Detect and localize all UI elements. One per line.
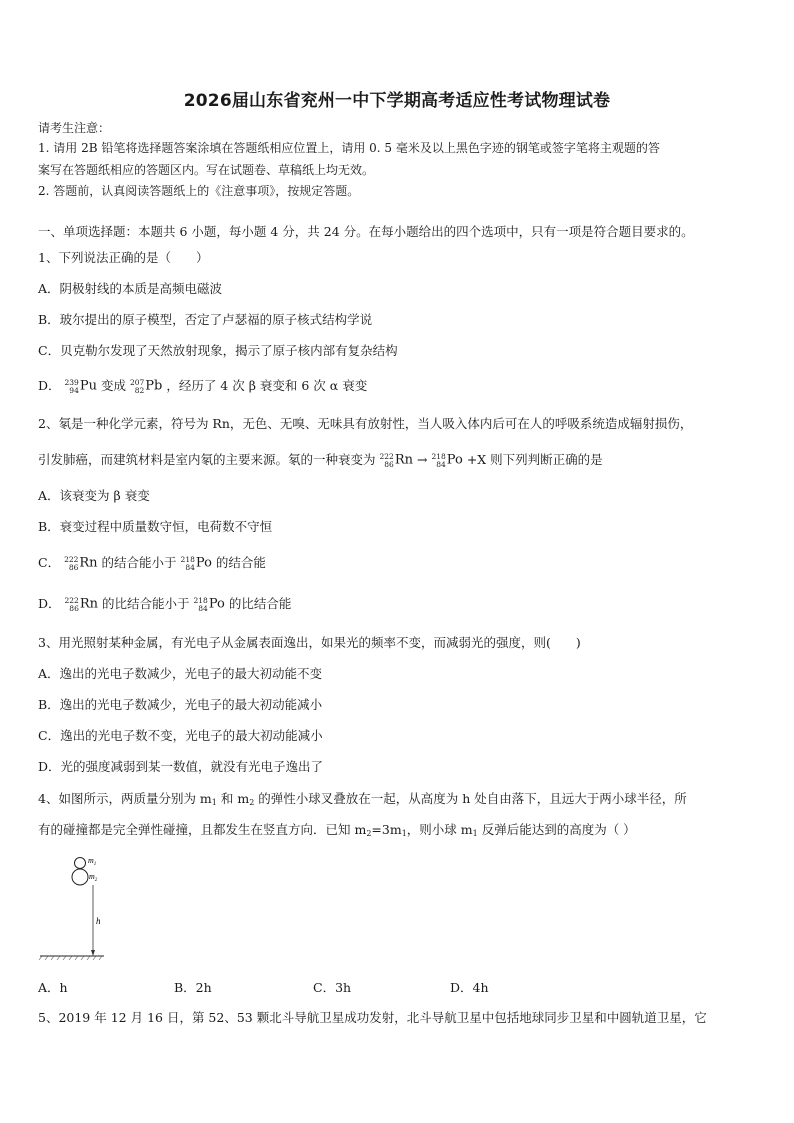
q4-text: 的弹性小球叉叠放在一起，从高度为 h 处自由落下，且远大于两小球半径，所 <box>254 791 687 806</box>
q2-stem-prefix: 引发肺癌，而建筑材料是室内氡的主要来源。氡的一种衰变为 <box>38 452 376 467</box>
nuclide-rn-222 <box>380 452 414 469</box>
q4-option-d: D．4h <box>450 980 489 995</box>
ball-m1 <box>75 858 86 869</box>
notice-item-1-line-1: 1. 请用 2B 铅笔将选择题答案涂填在答题纸相应位置上，请用 0. 5 毫米及以上黑色字迹的钢笔或签字笔将主观题的答 <box>38 141 660 155</box>
q2-option-c <box>38 555 762 572</box>
q4-text: 反弹后能达到的高度为（ ） <box>477 822 636 837</box>
section-heading: 一、单项选择题：本题共 6 小题，每小题 4 分，共 24 分。在每小题给出的四个选项中，只有一项是符合题目要求的。 <box>38 224 694 239</box>
equation-tail: +X <box>466 452 487 467</box>
height-arrow-head <box>91 950 95 956</box>
nuclide-rn-222 <box>64 555 98 572</box>
nuclide-mass: 218 <box>180 554 195 564</box>
q1-option-b: B．玻尔提出的原子模型，否定了卢瑟福的原子核式结构学说 <box>38 312 373 327</box>
nuclide-charge: 86 <box>384 459 394 469</box>
nuclide-symbol: Rn <box>394 452 413 468</box>
subscript: 2 <box>366 829 372 838</box>
nuclide-charge: 86 <box>69 603 79 613</box>
nuclide-po-218 <box>194 596 225 613</box>
nuclide-charge: 84 <box>436 459 446 469</box>
nuclide-symbol: Po <box>446 452 463 468</box>
label-m1: $m_1$ <box>88 856 97 867</box>
q1-d-suffix: ，经历了 4 次 β 衰变和 6 次 α 衰变 <box>166 378 368 393</box>
ball-m2 <box>72 869 88 885</box>
q4-stem-line-1 <box>38 791 762 811</box>
q4-option-a: A．h <box>38 980 68 995</box>
label-m2: $m_2$ <box>89 872 98 883</box>
nuclide-symbol: Rn <box>79 596 99 612</box>
nuclide-mass: 218 <box>193 595 208 605</box>
page-title: 2026届山东省兖州一中下学期高考适应性考试物理试卷 <box>183 91 611 111</box>
q2-stem-suffix: 则下列判断正确的是 <box>490 452 603 467</box>
label-h: h <box>96 916 101 926</box>
nuclide-pb-207 <box>130 378 162 395</box>
subscript: 1 <box>472 829 478 838</box>
q1-option-c: C．贝克勒尔发现了天然放射现象，揭示了原子核内部有复杂结构 <box>38 343 398 358</box>
nuclide-mass: 218 <box>431 451 446 461</box>
q2-option-b: B．衰变过程中质量数守恒，电荷数不守恒 <box>38 519 273 534</box>
two-balls-drop-figure <box>38 852 108 962</box>
notice-item-2: 2. 答题前，认真阅读答题纸上的《注意事项》，按规定答题。 <box>38 184 360 198</box>
subscript: 2 <box>249 798 255 807</box>
q2-c-suffix: 的结合能 <box>215 555 266 570</box>
q4-option-c: C．3h <box>313 980 352 995</box>
nuclide-charge: 84 <box>185 562 195 572</box>
q4-stem-line-2 <box>38 822 762 842</box>
q3-option-d: D．光的强度减弱到某一数值，就没有光电子逸出了 <box>38 759 324 774</box>
q2-stem-line-1: 2、氡是一种化学元素，符号为 Rn，无色、无嗅、无味具有放射性，当人吸入体内后可在人的呼吸系统造成辐射损伤， <box>38 416 693 431</box>
subscript: 1 <box>211 798 217 807</box>
nuclide-mass: 222 <box>379 451 394 461</box>
q4-text: 和 m <box>216 791 250 806</box>
q2-c-prefix: C． <box>38 555 61 570</box>
q3-option-b: B．逸出的光电子数减少，光电子的最大初动能减小 <box>38 697 323 712</box>
q2-d-prefix: D． <box>38 596 61 611</box>
nuclide-symbol: Rn <box>79 555 98 571</box>
nuclide-po-218 <box>431 452 462 469</box>
nuclide-mass: 207 <box>129 377 145 387</box>
nuclide-mass: 222 <box>64 554 79 564</box>
nuclide-symbol: Po <box>208 596 225 612</box>
nuclide-symbol: Pu <box>79 378 97 394</box>
nuclide-charge: 94 <box>69 385 79 395</box>
q1-option-d <box>38 378 762 395</box>
ground-hatching <box>39 956 102 960</box>
q1-option-a: A．阴极射线的本质是高频电磁波 <box>38 281 223 296</box>
nuclide-charge: 84 <box>198 603 208 613</box>
q4-option-b: B．2h <box>174 980 212 995</box>
q2-d-suffix: 的比结合能 <box>228 596 292 611</box>
q1-d-mid: 变成 <box>100 378 130 393</box>
q4-text: ，则小球 m <box>406 822 473 837</box>
q4-text: 4、如图所示，两质量分别为 m <box>38 791 212 806</box>
notice-heading: 请考生注意： <box>38 121 111 135</box>
q2-c-mid: 的结合能小于 <box>101 555 177 570</box>
nuclide-mass: 222 <box>64 595 79 605</box>
nuclide-symbol: Po <box>195 555 212 571</box>
q3-stem: 3、用光照射某种金属，有光电子从金属表面逸出，如果光的频率不变，而减弱光的强度，则( ) <box>38 635 581 650</box>
q2-stem-line-2 <box>38 452 762 469</box>
q3-option-a: A．逸出的光电子数减少，光电子的最大初动能不变 <box>38 666 323 681</box>
q3-option-c: C．逸出的光电子数不变，光电子的最大初动能减小 <box>38 728 323 743</box>
q1-d-prefix: D． <box>38 378 61 393</box>
q4-text: 有的碰撞都是完全弹性碰撞，且都发生在竖直方向．已知 m <box>38 822 367 837</box>
q2-option-a: A．该衰变为 β 衰变 <box>38 488 150 503</box>
nuclide-rn-222 <box>65 596 99 613</box>
subscript: 1 <box>401 829 407 838</box>
nuclide-mass: 239 <box>64 377 79 387</box>
nuclide-po-218 <box>181 555 212 572</box>
nuclide-charge: 86 <box>68 562 79 572</box>
q5-stem: 5、2019 年 12 月 16 日，第 52、53 颗北斗导航卫星成功发射，北斗导航卫星中包括地球同步卫星和中圆轨道卫星，它 <box>38 1010 707 1025</box>
notice-item-1-line-2: 案写在答题纸相应的答题区内。写在试题卷、草稿纸上均无效。 <box>38 163 375 177</box>
reaction-arrow: → <box>416 452 428 467</box>
q4-text: =3m <box>371 822 402 837</box>
nuclide-pu-239 <box>65 378 97 395</box>
q2-d-mid: 的比结合能小于 <box>102 596 190 611</box>
q2-option-d <box>38 596 762 613</box>
q1-stem: 1、下列说法正确的是（ ） <box>38 250 209 265</box>
nuclide-charge: 82 <box>134 385 145 395</box>
nuclide-symbol: Pb <box>145 378 163 394</box>
